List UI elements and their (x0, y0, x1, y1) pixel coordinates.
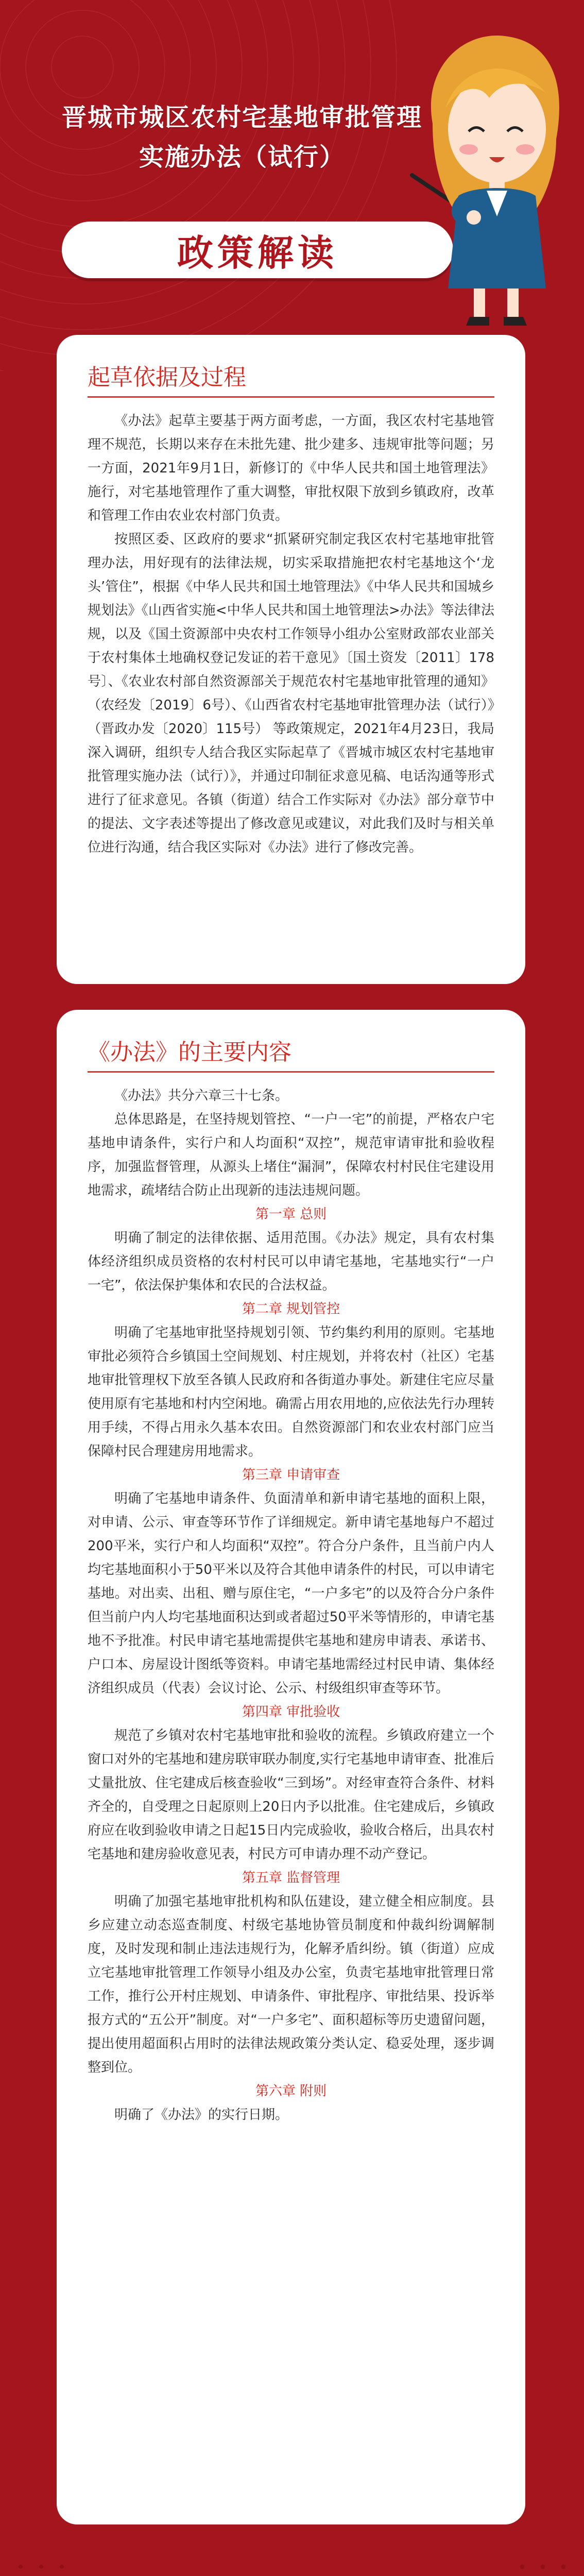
chapter-text: 规范了乡镇对农村宅基地审批和验收的流程。乡镇政府建立一个窗口对外的宅基地和建房联审联办制度,实行宅基地申请审查、批准后丈量批放、住宅建成后核查验收“三到场”。对经审查符合条件、材料齐全的，自受理之日起原则上20日内予以批准。住宅建成后，乡镇政府应在收到验收申请之日起15日内完成验收，验收合格后，出具农村宅基地和建房验收意见表，村民方可申请办理不动产登记。 (88, 1727, 494, 1862)
policy-banner (62, 222, 453, 278)
chapter-text: 明确了《办法》的实行日期。 (114, 2107, 289, 2123)
section-heading: 《办法》的主要内容 (88, 1029, 494, 1073)
chapter-title: 第六章 附则 (255, 2083, 327, 2099)
title-line-1: 晋城市城区农村宅基地审批管理 (62, 103, 423, 132)
intro-paragraph: 《办法》共分六章三十七条。 (114, 1088, 289, 1104)
page-title (62, 98, 422, 177)
title-line-2: 实施办法（试行） (139, 142, 345, 172)
overview-paragraph: 总体思路是，在坚持规划管控、“一户一宅”的前提，严格农户宅基地申请条件，实行户和人均面积“双控”，规范审请审批和验收程序，加强监督管理，从源头上堵住“漏洞”，保障农村村民住宅建设用地需求，疏堵结合防止出现新的违法违规问题。 (88, 1111, 494, 1198)
chapter-title: 第二章 规划管控 (242, 1301, 340, 1317)
section-drafting-basis (57, 335, 525, 984)
chapter-title: 第三章 申请审查 (242, 1467, 340, 1483)
chapter-text: 明确了制定的法律依据、适用范围。《办法》规定，具有农村集体经济组织成员资格的农村村民可以申请宅基地，宅基地实行“一户一宅”，依法保护集体和农民的合法权益。 (88, 1230, 494, 1293)
chapter-title: 第一章 总则 (255, 1206, 327, 1222)
chapter-text: 明确了加强宅基地审批机构和队伍建设，建立健全相应制度。县乡应建立动态巡查制度、村级宅基地协管员制度和仲裁纠纷调解制度，及时发现和制止违法违规行为，化解矛盾纠纷。镇（街道）应成立宅基地审批管理工作领导小组及办公室，负责宅基地审批管理日常工作，推行公开村庄规划、申请条件、审批程序、审批结果、投诉举报方式的“五公开”制度。对“一户多宅”、面积超标等历史遗留问题，提出使用超面积占用时的法律法规政策分类认定、稳妥处理，逐步调整到位。 (88, 1893, 494, 2075)
banner-text: 政策解读 (177, 231, 338, 274)
cartoon-teacher-mascot-icon (402, 21, 577, 330)
chapter-title: 第五章 监督管理 (242, 1870, 340, 1886)
section-main-content (57, 1010, 525, 2524)
bottom-decoration (0, 2553, 584, 2576)
paragraph: 《办法》起草主要基于两方面考虑，一方面，我区农村宅基地管理不规范，长期以来存在未批先建、批少建多、违规审批等问题；另一方面，2021年9月1日，新修订的《中华人民共和国土地管理法》施行，对宅基地管理作了重大调整，审批权限下放到乡镇政府，改革和管理工作由农业农村部门负责。 (88, 413, 494, 523)
chapter-text: 明确了宅基地申请条件、负面清单和新申请宅基地的面积上限，对申请、公示、审查等环节作了详细规定。新申请宅基地每户不超过200平米，实行户和人均面积“双控”。符合分户条件，且当前户内人均宅基地面积小于50平米以及符合其他申请条件的村民，可以申请宅基地。对出卖、出租、赠与原住宅，“一户多宅”的以及符合分户条件但当前户内人均宅基地面积达到或者超过50平米等情形的，申请宅基地不予批准。村民申请宅基地需提供宅基地和建房申请表、承诺书、户口本、房屋设计图纸等资料。申请宅基地需经过村民申请、集体经济组织成员（代表）会议讨论、公示、村级组织审查等环节。 (88, 1490, 494, 1696)
section-heading: 起草依据及过程 (88, 354, 494, 398)
chapter-title: 第四章 审批验收 (242, 1704, 340, 1720)
paragraph: 按照区委、区政府的要求“抓紧研究制定我区农村宅基地审批管理办法，用好现有的法律法规，切实采取措施把农村宅基地这个‘龙头’管住”，根据《中华人民共和国土地管理法》《中华人民共和国城乡规划法》《山西省实施<中华人民共和国土地管理法>办法》等法律法规，以及《国土资源部中央农村工作领导小组办公室财政部农业部关于农村集体土地确权登记发证的若干意见》〔国土资发〔2011〕178号〕、《农业农村部自然资源部关于规范农村宅基地审批管理的通知》（农经发〔2019〕6号）、《山西省农村宅基地审批管理办法（试行）》（晋政办发〔2020〕115号） 等政策规定，2021年4月23日，我局深入调研，组织专人结合我区实际起草了《晋城市城区农村宅基地审批管理实施办法（试行）》，并通过印制征求意见稿、电话沟通等形式进行了征求意见。各镇（街道）结合工作实际对《办法》部分章节中的提法、文字表述等提出了修改意见或建议，对此我们及时与相关单位进行沟通，结合我区实际对《办法》进行了修改完善。 (88, 531, 494, 855)
chapter-text: 明确了宅基地审批坚持规划引领、节约集约利用的原则。宅基地审批必须符合乡镇国土空间规划、村庄规划，并将农村（社区）宅基地审批管理权下放至各镇人民政府和各街道办事处。新建住宅应尽量使用原有宅基地和村内空闲地。确需占用农用地的,应依法先行办理转用手续，不得占用永久基本农田。自然资源部门和农业农村部门应当保障村民合理建房用地需求。 (88, 1325, 494, 1459)
